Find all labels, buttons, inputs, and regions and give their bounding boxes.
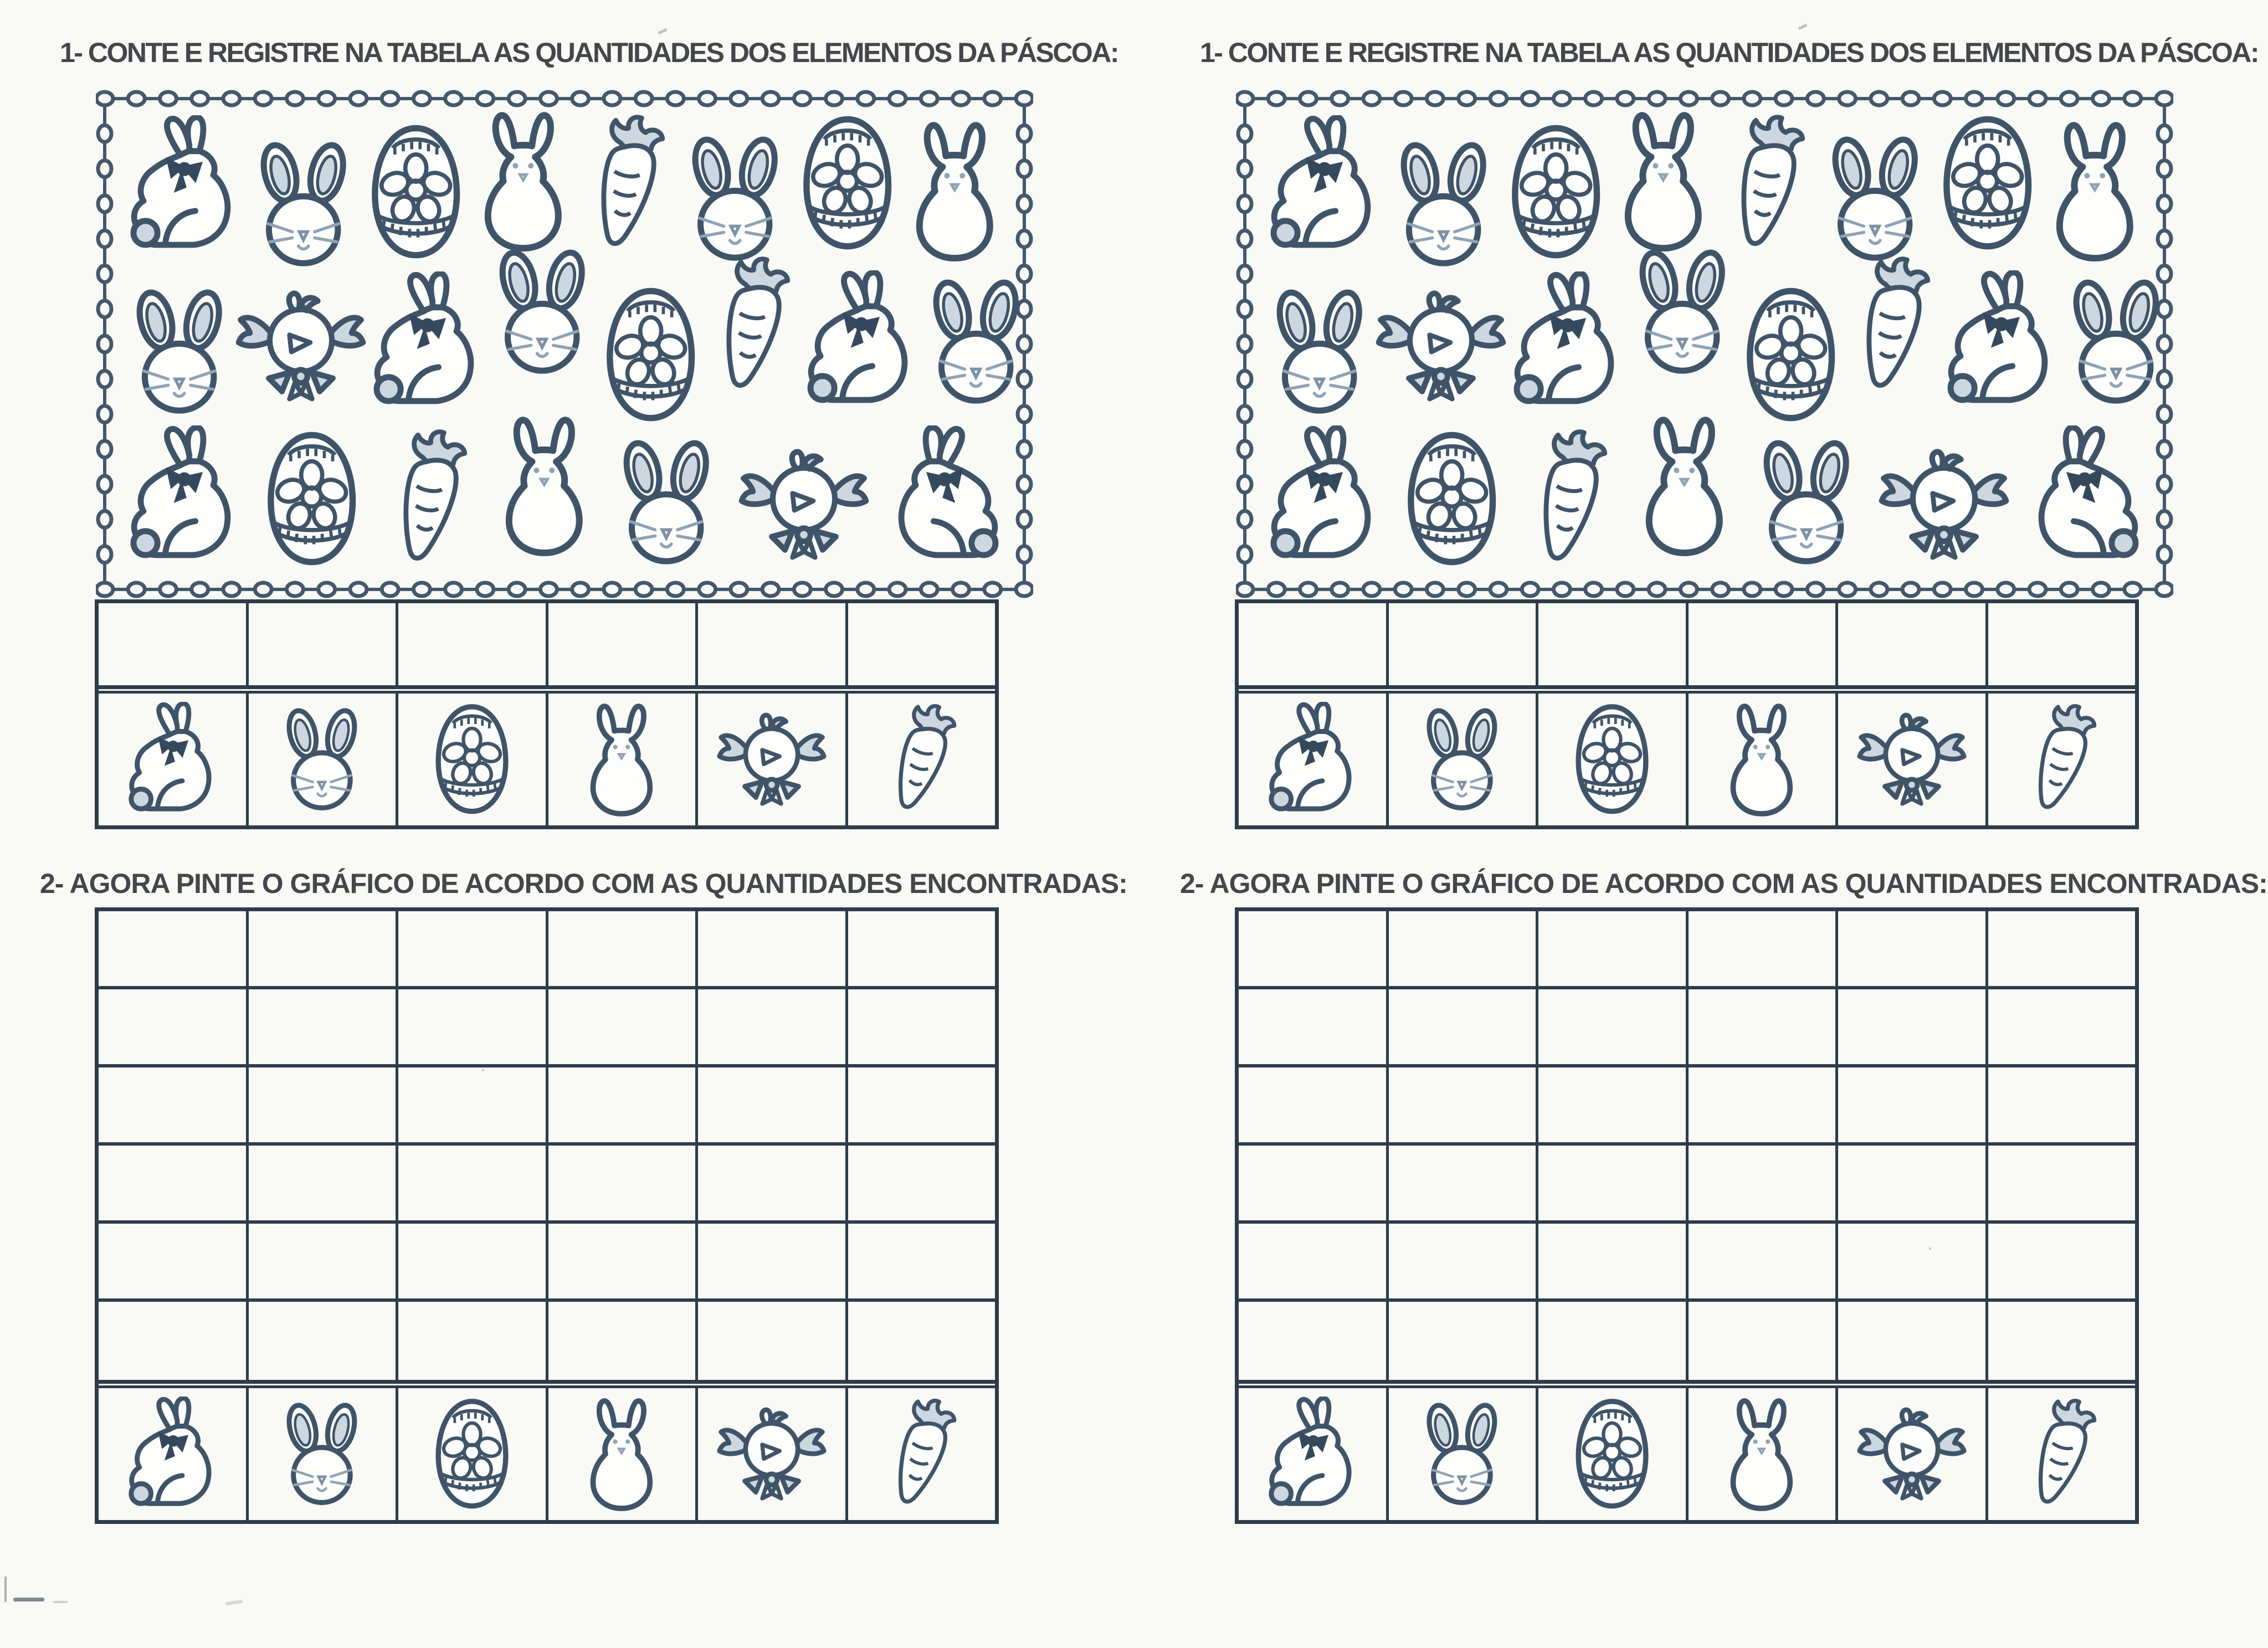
count-input-row — [1239, 603, 2135, 685]
graph-cell-carrot-row4[interactable] — [1988, 1146, 2136, 1220]
graph-row-4 — [1239, 1146, 2135, 1224]
bunny-face-clipart-icon — [2060, 276, 2172, 408]
graph-cell-bunny-face-row5[interactable] — [249, 1224, 399, 1298]
graph-cell-chick-row3[interactable] — [1838, 1067, 1988, 1142]
graph-cell-peep-row2[interactable] — [1689, 989, 1839, 1064]
graph-cell-peep-row1[interactable] — [548, 911, 699, 986]
graph-cell-bunny-row3[interactable] — [1239, 1067, 1389, 1142]
peep-axis-icon — [1689, 1388, 1839, 1520]
graph-cell-bunny-row5[interactable] — [1239, 1224, 1389, 1298]
graph-divider — [1239, 1380, 2135, 1388]
table-divider — [99, 685, 995, 694]
graph-cell-chick-row3[interactable] — [698, 1067, 848, 1142]
elements-row-1 — [116, 109, 1013, 267]
egg-axis-icon — [398, 1388, 548, 1520]
elements-box — [96, 90, 1033, 598]
elements-row-2 — [1256, 267, 2153, 425]
carrot-clipart-icon — [703, 253, 801, 399]
count-answer-cell-bunny-face[interactable] — [249, 603, 399, 685]
worksheet-copy-2 — [1180, 33, 2267, 1601]
bunny-clipart-icon — [886, 425, 1005, 565]
scan-artifact — [13, 1598, 44, 1601]
graph-cell-peep-row1[interactable] — [1689, 911, 1839, 986]
carrot-clipart-icon — [1718, 111, 1815, 257]
task1-title: 1- CONTE E REGISTRE NA TABELA AS QUANTIDADES DOS ELEMENTOS DA PÁSCOA: — [60, 37, 1118, 68]
graph-cell-chick-row5[interactable] — [698, 1224, 848, 1298]
chick-axis-icon — [698, 1388, 848, 1520]
bunny-face-clipart-icon — [486, 246, 598, 378]
carrot-clipart-icon — [1843, 253, 1941, 399]
bunny-column-header-icon — [99, 694, 249, 825]
carrot-column-header-icon — [1988, 694, 2136, 825]
graph-row-5 — [1239, 1224, 2135, 1302]
bunny-face-clipart-icon — [1819, 133, 1931, 265]
graph-cell-bunny-face-row4[interactable] — [1389, 1146, 1539, 1220]
graph-cell-chick-row2[interactable] — [698, 989, 848, 1064]
graph-cell-bunny-face-row5[interactable] — [1389, 1224, 1539, 1298]
bunny-face-clipart-icon — [1388, 138, 1499, 270]
bunny-face-clipart-icon — [1751, 437, 1862, 568]
count-answer-cell-peep[interactable] — [1689, 603, 1839, 685]
count-answer-cell-bunny[interactable] — [99, 603, 249, 685]
egg-clipart-icon — [1738, 286, 1843, 424]
graph-row-5 — [99, 1224, 995, 1302]
peep-clipart-icon — [494, 413, 595, 558]
egg-clipart-icon — [1399, 430, 1504, 568]
scan-artifact — [4, 1577, 7, 1602]
graph-cell-carrot-row1[interactable] — [848, 911, 996, 986]
peep-clipart-icon — [904, 119, 1005, 264]
graph-cell-peep-row6[interactable] — [1689, 1302, 1839, 1380]
task1-title: 1- CONTE E REGISTRE NA TABELA AS QUANTIDADES DOS ELEMENTOS DA PÁSCOA: — [1200, 37, 2259, 68]
bunny-clipart-icon — [1264, 115, 1383, 255]
graph-cell-chick-row1[interactable] — [698, 911, 848, 986]
bunny-clipart-icon — [124, 425, 243, 565]
table-divider — [1239, 685, 2135, 694]
scan-artifact — [1798, 24, 1808, 30]
graph-cell-chick-row6[interactable] — [698, 1302, 848, 1380]
graph-icon-row — [99, 1388, 995, 1520]
egg-column-header-icon — [398, 694, 548, 825]
graph-cell-bunny-face-row1[interactable] — [249, 911, 399, 986]
egg-clipart-icon — [598, 286, 703, 424]
elements-row-3 — [116, 425, 1013, 584]
egg-axis-icon — [1538, 1388, 1689, 1520]
count-answer-cell-chick[interactable] — [1838, 603, 1988, 685]
graph-cell-bunny-face-row3[interactable] — [1389, 1067, 1539, 1142]
chick-column-header-icon — [698, 694, 848, 825]
graph-cell-bunny-row4[interactable] — [99, 1146, 249, 1220]
table-icon-row — [1239, 694, 2135, 825]
graph-cell-egg-row3[interactable] — [398, 1067, 548, 1142]
count-answer-cell-carrot[interactable] — [1988, 603, 2136, 685]
graph-cell-bunny-face-row4[interactable] — [249, 1146, 399, 1220]
worksheet-copy-1 — [40, 33, 1127, 1601]
count-answer-cell-egg[interactable] — [398, 603, 548, 685]
graph-cell-bunny-row5[interactable] — [99, 1224, 249, 1298]
peep-clipart-icon — [1613, 109, 1714, 254]
egg-clipart-icon — [795, 114, 900, 253]
graph-cell-carrot-row2[interactable] — [848, 989, 996, 1064]
carrot-axis-icon — [1988, 1388, 2136, 1520]
egg-clipart-icon — [259, 430, 364, 568]
bunny-face-column-header-icon — [249, 694, 399, 825]
egg-clipart-icon — [1935, 114, 2040, 253]
count-answer-cell-peep[interactable] — [548, 603, 699, 685]
graph-cell-peep-row3[interactable] — [1689, 1067, 1839, 1142]
graph-cell-egg-row1[interactable] — [1538, 911, 1689, 986]
peep-clipart-icon — [473, 109, 574, 254]
bunny-clipart-icon — [1264, 425, 1383, 565]
chick-axis-icon — [1838, 1388, 1988, 1520]
bunny-clipart-icon — [2026, 425, 2146, 565]
graph-row-6 — [1239, 1302, 2135, 1380]
graph-cell-carrot-row1[interactable] — [1988, 911, 2136, 986]
graph-cell-peep-row6[interactable] — [548, 1302, 699, 1380]
graph-cell-bunny-face-row1[interactable] — [1389, 911, 1539, 986]
peep-column-header-icon — [548, 694, 699, 825]
graph-cell-peep-row4[interactable] — [1689, 1146, 1839, 1220]
graph-cell-egg-row6[interactable] — [398, 1302, 548, 1380]
graph-cell-bunny-row2[interactable] — [99, 989, 249, 1064]
graph-cell-bunny-face-row6[interactable] — [249, 1302, 399, 1380]
task2-title: 2- AGORA PINTE O GRÁFICO DE ACORDO COM AS QUANTIDADES ENCONTRADAS: — [1180, 868, 2267, 899]
graph-row-1 — [99, 911, 995, 989]
graph-cell-carrot-row5[interactable] — [848, 1224, 996, 1298]
bunny-face-axis-icon — [1389, 1388, 1539, 1520]
graph-cell-carrot-row5[interactable] — [1988, 1224, 2136, 1298]
graph-row-3 — [99, 1067, 995, 1146]
graph-cell-egg-row1[interactable] — [398, 911, 548, 986]
peep-column-header-icon — [1689, 694, 1839, 825]
graph-cell-chick-row5[interactable] — [1838, 1224, 1988, 1298]
graph-cell-peep-row4[interactable] — [548, 1146, 699, 1220]
graph-cell-egg-row5[interactable] — [1538, 1224, 1689, 1298]
graph-cell-egg-row2[interactable] — [1538, 989, 1689, 1064]
graph-cell-egg-row6[interactable] — [1538, 1302, 1689, 1380]
bunny-column-header-icon — [1239, 694, 1389, 825]
graph-cell-egg-row5[interactable] — [398, 1224, 548, 1298]
graph-cell-egg-row4[interactable] — [1538, 1146, 1689, 1220]
bunny-clipart-icon — [1507, 271, 1626, 411]
graph-cell-carrot-row4[interactable] — [848, 1146, 996, 1220]
graph-cell-bunny-face-row2[interactable] — [249, 989, 399, 1064]
graph-cell-peep-row3[interactable] — [548, 1067, 699, 1142]
chick-clipart-icon — [235, 280, 367, 412]
chick-clipart-icon — [738, 439, 870, 571]
count-table — [1235, 599, 2139, 829]
graph-rows — [1239, 911, 2135, 1380]
peep-clipart-icon — [2044, 119, 2146, 264]
bunny-face-clipart-icon — [1626, 246, 1738, 378]
graph-cell-bunny-row1[interactable] — [99, 911, 249, 986]
elements-row-2 — [116, 267, 1013, 425]
egg-clipart-icon — [363, 123, 468, 261]
bunny-face-clipart-icon — [920, 276, 1032, 408]
count-answer-cell-bunny[interactable] — [1239, 603, 1389, 685]
graph-row-3 — [1239, 1067, 2135, 1146]
carrot-clipart-icon — [1520, 425, 1618, 572]
bunny-axis-icon — [99, 1388, 249, 1520]
task2-title: 2- AGORA PINTE O GRÁFICO DE ACORDO COM AS QUANTIDADES ENCONTRADAS: — [40, 868, 1127, 899]
carrot-column-header-icon — [848, 694, 996, 825]
graph-cell-peep-row5[interactable] — [548, 1224, 699, 1298]
graph-row-2 — [99, 989, 995, 1067]
bunny-face-clipart-icon — [610, 437, 722, 568]
bunny-clipart-icon — [1941, 270, 2060, 410]
graph-row-2 — [1239, 989, 2135, 1067]
scan-artifact — [53, 1601, 68, 1603]
graph-cell-chick-row1[interactable] — [1838, 911, 1988, 986]
elements-area — [1256, 109, 2153, 584]
graph-cell-bunny-face-row2[interactable] — [1389, 989, 1539, 1064]
count-table — [95, 599, 999, 829]
count-answer-cell-chick[interactable] — [698, 603, 848, 685]
graph-cell-bunny-face-row3[interactable] — [249, 1067, 399, 1142]
bunny-face-axis-icon — [249, 1388, 399, 1520]
peep-clipart-icon — [1634, 413, 1735, 558]
chick-clipart-icon — [1878, 439, 2010, 571]
bunny-clipart-icon — [124, 115, 243, 255]
bunny-face-clipart-icon — [248, 138, 359, 270]
bunny-face-clipart-icon — [124, 286, 235, 418]
bunny-clipart-icon — [801, 270, 920, 410]
graph-cell-egg-row3[interactable] — [1538, 1067, 1689, 1142]
count-answer-cell-egg[interactable] — [1538, 603, 1689, 685]
chick-clipart-icon — [1375, 280, 1507, 412]
graph-cell-bunny-row6[interactable] — [1239, 1302, 1389, 1380]
bunny-face-clipart-icon — [1264, 286, 1375, 418]
count-answer-cell-bunny-face[interactable] — [1389, 603, 1539, 685]
peep-axis-icon — [548, 1388, 699, 1520]
graph-rows — [99, 911, 995, 1380]
graph-row-6 — [99, 1302, 995, 1380]
graph-cell-bunny-row4[interactable] — [1239, 1146, 1389, 1220]
graph-cell-chick-row2[interactable] — [1838, 989, 1988, 1064]
graph-cell-egg-row2[interactable] — [398, 989, 548, 1064]
graph-cell-bunny-row6[interactable] — [99, 1302, 249, 1380]
graph-cell-bunny-row1[interactable] — [1239, 911, 1389, 986]
carrot-clipart-icon — [578, 111, 675, 257]
graph-cell-carrot-row3[interactable] — [848, 1067, 996, 1142]
graph-cell-egg-row4[interactable] — [398, 1146, 548, 1220]
table-icon-row — [99, 694, 995, 825]
elements-box — [1236, 90, 2173, 598]
graph-cell-peep-row2[interactable] — [548, 989, 699, 1064]
graph-row-4 — [99, 1146, 995, 1224]
elements-area — [116, 109, 1013, 584]
chick-column-header-icon — [1838, 694, 1988, 825]
graph-cell-peep-row5[interactable] — [1689, 1224, 1839, 1298]
carrot-axis-icon — [848, 1388, 996, 1520]
bunny-axis-icon — [1239, 1388, 1389, 1520]
egg-column-header-icon — [1538, 694, 1689, 825]
bunny-clipart-icon — [367, 271, 486, 411]
elements-row-1 — [1256, 109, 2153, 267]
egg-clipart-icon — [1504, 123, 1608, 261]
graph-cell-chick-row4[interactable] — [698, 1146, 848, 1220]
elements-row-3 — [1256, 425, 2153, 584]
graph-row-1 — [1239, 911, 2135, 989]
graph-table — [95, 907, 999, 1524]
graph-cell-carrot-row3[interactable] — [1988, 1067, 2136, 1142]
graph-cell-carrot-row6[interactable] — [848, 1302, 996, 1380]
graph-cell-chick-row4[interactable] — [1838, 1146, 1988, 1220]
graph-divider — [99, 1380, 995, 1388]
count-input-row — [99, 603, 995, 685]
graph-cell-bunny-row3[interactable] — [99, 1067, 249, 1142]
graph-table — [1235, 907, 2139, 1524]
bunny-face-column-header-icon — [1389, 694, 1539, 825]
graph-cell-bunny-row2[interactable] — [1239, 989, 1389, 1064]
carrot-clipart-icon — [380, 425, 478, 572]
graph-cell-chick-row6[interactable] — [1838, 1302, 1988, 1380]
graph-cell-carrot-row2[interactable] — [1988, 989, 2136, 1064]
bunny-face-clipart-icon — [679, 133, 791, 265]
graph-icon-row — [1239, 1388, 2135, 1520]
graph-cell-carrot-row6[interactable] — [1988, 1302, 2136, 1380]
count-answer-cell-carrot[interactable] — [848, 603, 996, 685]
graph-cell-bunny-face-row6[interactable] — [1389, 1302, 1539, 1380]
